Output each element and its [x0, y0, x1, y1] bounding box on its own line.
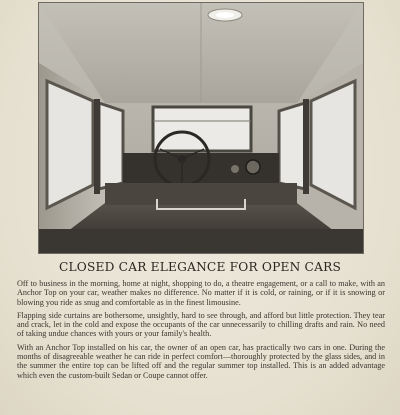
- car-interior-photo: [38, 2, 364, 254]
- right-rear-window: [311, 81, 355, 208]
- left-front-window: [99, 103, 123, 189]
- gauge: [246, 160, 260, 174]
- rear-seat-edge: [39, 229, 363, 253]
- gauge-small: [231, 165, 239, 173]
- paragraph: With an Anchor Top installed on his car, the owner of an open car, has practically two cars in one. During the months of disagreeable weather he can ride in perfect comfort—thoroughly protected by the glass sides, and in the summer the entire top can be lifted off and the regular summer top installed. This is an added advantage which even the custom-built Sedan or Coupe cannot offer.: [17, 342, 385, 380]
- front-seat: [105, 183, 297, 205]
- article-body: [17, 279, 385, 384]
- left-pillar: [94, 99, 100, 194]
- wheel-hub: [178, 155, 186, 163]
- right-front-window: [279, 103, 305, 189]
- dome-light-glow: [216, 12, 234, 18]
- headline: CLOSED CAR ELEGANCE FOR OPEN CARS: [58, 260, 342, 274]
- windshield: [153, 107, 251, 151]
- paragraph: Flapping side curtains are bothersome, unsightly, hard to see through, and afford but little protection. They tear and crack, let in the cold and expose the occupants of the car unnecessarily to chilling drafts and rain. No need of taking undue chances with yours or your family's health.: [17, 310, 385, 339]
- left-rear-window: [47, 81, 93, 208]
- right-pillar: [303, 99, 309, 194]
- car-interior-illustration: [39, 3, 363, 253]
- paragraph: Off to business in the morning, home at night, shopping to do, a theatre engagement, or a call to make, with an Anchor Top on your car, weather makes no difference. No matter if it is cold, or raining, or if it is snowing or blowing you ride as snug and comfortable as in the finest limousine.: [17, 279, 385, 307]
